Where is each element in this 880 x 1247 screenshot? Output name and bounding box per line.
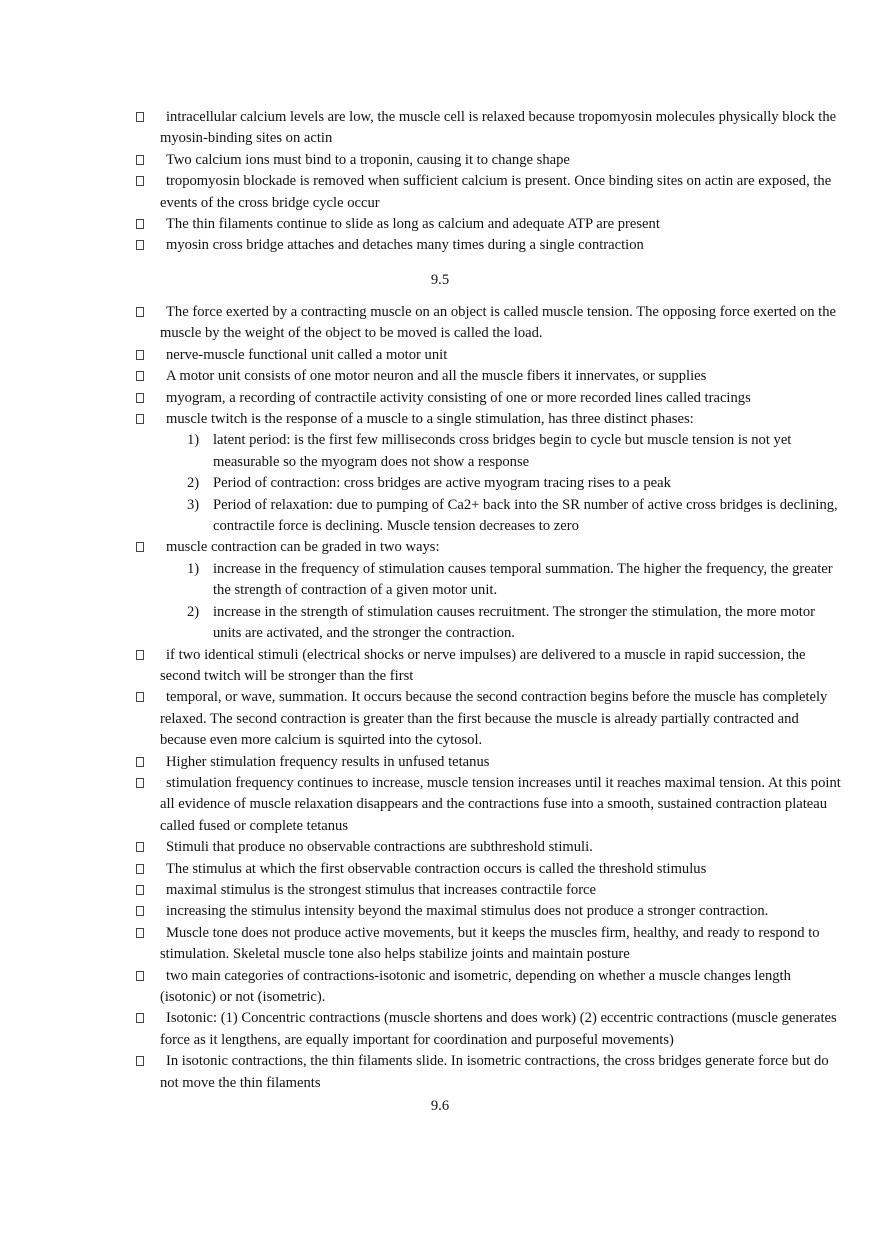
section-number: 9.6 bbox=[430, 1098, 450, 1114]
bullet-icon bbox=[136, 414, 144, 424]
section-calcium-regulation bbox=[0, 107, 880, 257]
list-item: In isotonic contractions, the thin filaments slide. In isometric contractions, the cross bridges generate force but do not move the thin filaments bbox=[0, 1051, 880, 1094]
list-item: The stimulus at which the first observable contraction occurs is called the threshold stimulus bbox=[0, 859, 880, 880]
bullet-icon bbox=[136, 307, 144, 317]
bullet-icon bbox=[136, 393, 144, 403]
numbered-sub-item: 3) Period of relaxation: due to pumping of Ca2+ back into the SR number of active cross bridges is declining, contractile force is declining. Muscle tension decreases to zero bbox=[187, 496, 838, 535]
list-item: A motor unit consists of one motor neuron and all the muscle fibers it innervates, or supplies bbox=[0, 366, 880, 387]
bullet-icon bbox=[136, 757, 144, 767]
list-item: Isotonic: (1) Concentric contractions (muscle shortens and does work) (2) eccentric contractions (muscle generates force as it lengthens, are equally important for coordination and purposeful movements) bbox=[0, 1008, 880, 1051]
list-item: The thin filaments continue to slide as long as calcium and adequate ATP are present bbox=[0, 214, 880, 235]
list-item: Stimuli that produce no observable contractions are subthreshold stimuli. bbox=[0, 837, 880, 858]
bullet-icon bbox=[136, 864, 144, 874]
bullet-icon bbox=[136, 928, 144, 938]
list-item: temporal, or wave, summation. It occurs because the second contraction begins before the muscle has completely relaxed. The second contraction is greater than the first because the muscle is already partially contracted and because even more calcium is squirted into the cytosol. bbox=[0, 687, 880, 751]
bullet-icon bbox=[136, 906, 144, 916]
list-item: Higher stimulation frequency results in unfused tetanus bbox=[0, 752, 880, 773]
list-item: myosin cross bridge attaches and detaches many times during a single contraction bbox=[0, 235, 880, 256]
numbered-sub-item: 2) Period of contraction: cross bridges are active myogram tracing rises to a peak bbox=[187, 475, 671, 492]
section-muscle-tension bbox=[0, 302, 880, 1094]
list-item: increasing the stimulus intensity beyond the maximal stimulus does not produce a stronger contraction. bbox=[0, 901, 880, 922]
numbered-sub-item: 2) increase in the strength of stimulation causes recruitment. The stronger the stimulation, the more motor units are activated, and the stronger the contraction. bbox=[187, 603, 815, 642]
list-item: The force exerted by a contracting muscle on an object is called muscle tension. The opposing force exerted on the muscle by the weight of the object to be moved is called the load. bbox=[0, 302, 880, 345]
bullet-icon bbox=[136, 542, 144, 552]
list-item: stimulation frequency continues to increase, muscle tension increases until it reaches maximal tension. At this point all evidence of muscle relaxation disappears and the contractions fuse into a smooth, sustained contraction plateau called fused or complete tetanus bbox=[0, 773, 880, 837]
list-item: maximal stimulus is the strongest stimulus that increases contractile force bbox=[0, 880, 880, 901]
bullet-icon bbox=[136, 219, 144, 229]
bullet-icon bbox=[136, 112, 144, 122]
list-item: Two calcium ions must bind to a troponin, causing it to change shape bbox=[0, 150, 880, 171]
list-item: nerve-muscle functional unit called a motor unit bbox=[0, 345, 880, 366]
bullet-icon bbox=[136, 885, 144, 895]
bullet-icon bbox=[136, 650, 144, 660]
list-item: intracellular calcium levels are low, the muscle cell is relaxed because tropomyosin molecules physically block the myosin-binding sites on actin bbox=[0, 107, 880, 150]
bullet-icon bbox=[136, 240, 144, 250]
list-item: muscle contraction can be graded in two ways: bbox=[0, 537, 880, 558]
bullet-icon bbox=[136, 692, 144, 702]
bullet-icon bbox=[136, 1013, 144, 1023]
bullet-icon bbox=[136, 971, 144, 981]
numbered-sub-item: 1) increase in the frequency of stimulation causes temporal summation. The higher the frequency, the greater the strength of contraction of a given motor unit. bbox=[187, 560, 833, 599]
bullet-icon bbox=[136, 176, 144, 186]
bullet-icon bbox=[136, 371, 144, 381]
bullet-icon bbox=[136, 155, 144, 165]
section-number: 9.5 bbox=[430, 272, 450, 288]
list-item: myogram, a recording of contractile activity consisting of one or more recorded lines called tracings bbox=[0, 388, 880, 409]
list-item: muscle twitch is the response of a muscle to a single stimulation, has three distinct phases: bbox=[0, 409, 880, 430]
list-item: Muscle tone does not produce active movements, but it keeps the muscles firm, healthy, and ready to respond to stimulation. Skeletal muscle tone also helps stabilize joints and maintain posture bbox=[0, 923, 880, 966]
list-item: tropomyosin blockade is removed when sufficient calcium is present. Once binding sites on actin are exposed, the events of the cross bridge cycle occur bbox=[0, 171, 880, 214]
bullet-icon bbox=[136, 350, 144, 360]
numbered-sub-item: 1) latent period: is the first few milliseconds cross bridges begin to cycle but muscle tension is not yet measurable so the myogram does not show a response bbox=[187, 432, 792, 470]
list-item: if two identical stimuli (electrical shocks or nerve impulses) are delivered to a muscle in rapid succession, the second twitch will be stronger than the first bbox=[0, 645, 880, 688]
bullet-icon bbox=[136, 778, 144, 788]
bullet-icon bbox=[136, 842, 144, 852]
list-item: two main categories of contractions-isotonic and isometric, depending on whether a muscle changes length (isotonic) or not (isometric). bbox=[0, 966, 880, 1009]
bullet-icon bbox=[136, 1056, 144, 1066]
